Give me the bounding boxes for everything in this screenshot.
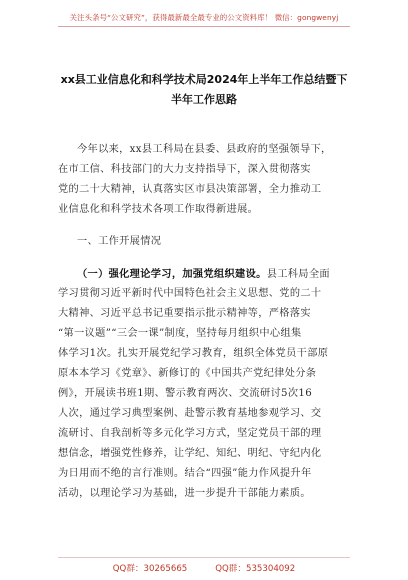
body-line: 为日用而不绝的言行准则。结合“四强”能力作风提升年 [58, 468, 312, 479]
subsection-heading: （一）强化理论学习，加强党组织建设。 [77, 268, 267, 280]
header-banner: 关注头条号“公文研究”，获得最新最全最专业的公文资料库！ 微信：gongwenyj [69, 13, 339, 22]
footer [0, 562, 408, 574]
intro-line: 业信息化和科学技术各项工作取得新进展。 [58, 204, 259, 215]
subsection-first-line-text: 县工科局全面 [266, 269, 330, 280]
body-line: 体学习1次。扎实开展党纪学习教育，组织全体党员干部原 [58, 348, 329, 359]
header-divider [58, 26, 350, 27]
footer-divider [58, 557, 350, 558]
footer-qq-group-1: QQ群：30265665 [112, 564, 188, 574]
intro-line: 在市工信、科技部门的大力支持指导下，深入贯彻落实 [58, 164, 311, 175]
intro-line: 党的二十大精神，认真落实区市县决策部署，全力推动工 [58, 184, 322, 195]
body-line: 学习贯彻习近平新时代中国特色社会主义思想、党的二十 [58, 288, 322, 299]
body-line: 人次，通过学习典型案例、赴警示教育基地参观学习、交 [58, 408, 322, 419]
subsection-first-line [77, 264, 354, 285]
body-line: 大精神、习近平总书记重要指示批示精神等，严格落实 [58, 308, 311, 319]
body-line: 想信念，增强党性修养，让学纪、知纪、明纪、守纪内化 [58, 448, 322, 459]
body-line: 例》，开展读书班1期、警示教育两次、交流研讨5次16 [58, 388, 313, 399]
body-line: 原本本学习《党章》、新修订的《中国共产党纪律处分条 [58, 368, 317, 379]
intro-line: 今年以来，xx县工科局在县委、县政府的坚强领导下， [77, 144, 332, 155]
body-line: “第一议题”“三会一课”制度，坚持每月组织中心组集 [58, 328, 302, 339]
footer-qq-group-2: QQ群：535304092 [215, 564, 296, 574]
body-line: 活动，以理论学习为基础，进一步提升干部能力素质。 [58, 488, 311, 499]
document-title-line-2: 半年工作思路 [171, 93, 237, 106]
section-heading: 一、工作开展情况 [77, 236, 162, 247]
document-title-line-1: xx县工业信息化和科学技术局2024年上半年工作总结暨下 [60, 73, 348, 86]
body-line: 流研讨、自我剖析等多元化学习方式，坚定党员干部的理 [58, 428, 322, 439]
